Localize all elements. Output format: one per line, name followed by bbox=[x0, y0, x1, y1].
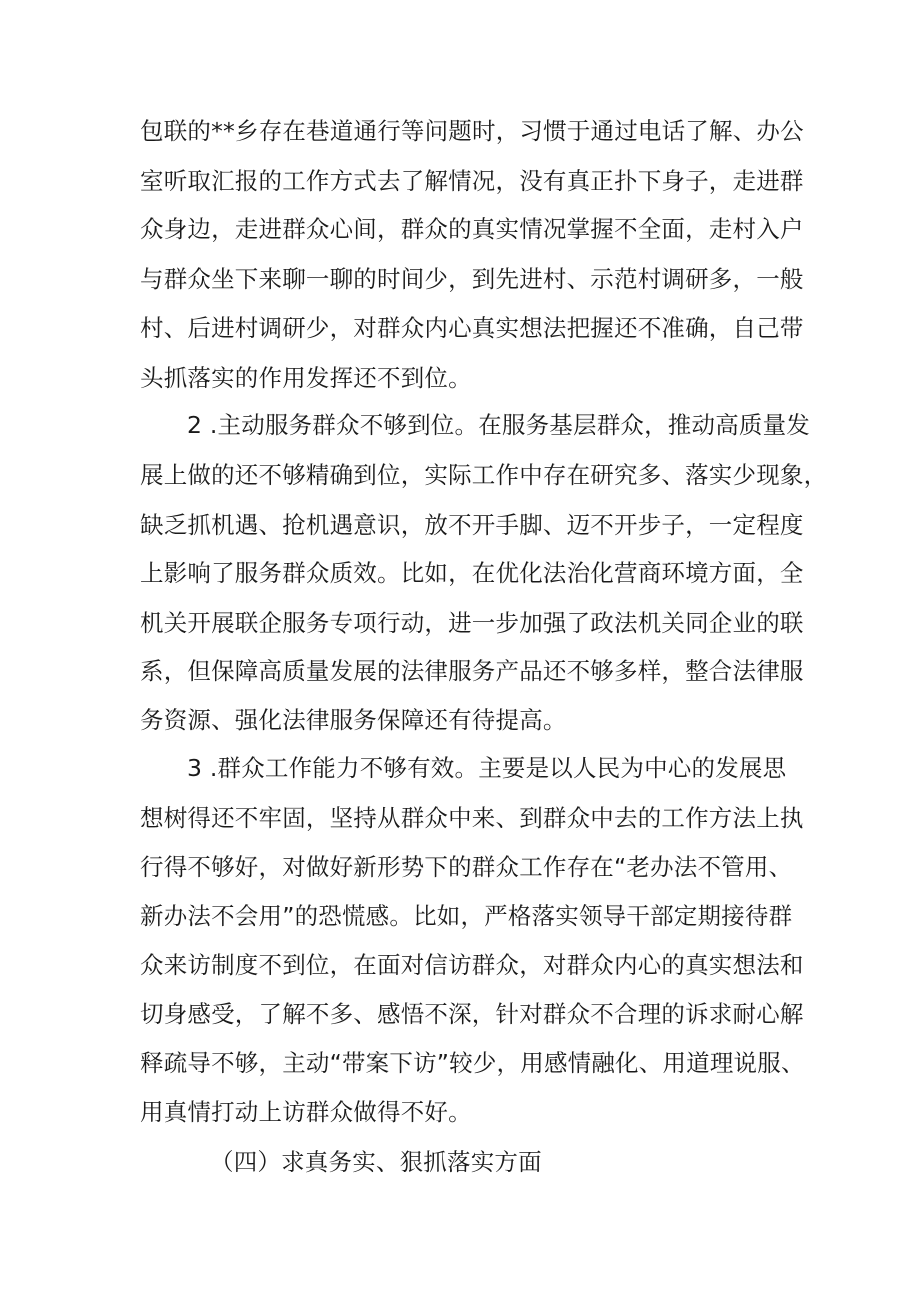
paragraph-1-line-6: 头抓落实的作用发挥还不到位。 bbox=[140, 364, 472, 392]
paragraph-2-line-2: 展上做的还不够精确到位，实际工作中存在研究多、落实少现象， bbox=[140, 461, 828, 489]
paragraph-2-line-3: 缺乏抓机遇、抢机遇意识，放不开手脚、迈不开步子，一定程度 bbox=[140, 511, 804, 539]
paragraph-2-line-6: 系，但保障高质量发展的法律服务产品还不够多样，整合法律服 bbox=[140, 657, 804, 685]
paragraph-3-line-5: 众来访制度不到位，在面对信访群众，对群众内心的真实想法和 bbox=[140, 951, 804, 979]
paragraph-2-line-7: 务资源、强化法律服务保障还有待提高。 bbox=[140, 706, 567, 734]
paragraph-3-line-1: 3 .群众工作能力不够有效。主要是以人民为中心的发展思 bbox=[187, 754, 787, 782]
paragraph-3-line-2: 想树得还不牢固，坚持从群众中来、到群众中去的工作方法上执 bbox=[140, 804, 804, 832]
paragraph-3-line-4: 新办法不会用”的恐慌感。比如，严格落实领导干部定期接待群 bbox=[140, 902, 793, 930]
paragraph-2-line-4: 上影响了服务群众质效。比如，在优化法治化营商环境方面，全 bbox=[140, 559, 804, 587]
paragraph-3-line-7: 释疏导不够，主动“带案下访”较少，用感情融化、用道理说服、 bbox=[140, 1049, 805, 1077]
paragraph-1-line-3: 众身边，走进群众心间，群众的真实情况掌握不全面，走村入户 bbox=[140, 215, 804, 243]
paragraph-3-line-3: 行得不够好，对做好新形势下的群众工作存在“老办法不管用、 bbox=[140, 853, 793, 881]
section-heading: （四）求真务实、狠抓落实方面 bbox=[210, 1148, 542, 1176]
paragraph-1-line-1: 包联的**乡存在巷道通行等问题时，习惯于通过电话了解、办公 bbox=[140, 117, 804, 145]
paragraph-2-line-1: 2 .主动服务群众不够到位。在服务基层群众，推动高质量发 bbox=[187, 411, 810, 439]
paragraph-3-line-8: 用真情打动上访群众做得不好。 bbox=[140, 1098, 472, 1126]
paragraph-2-line-5: 机关开展联企服务专项行动，进一步加强了政法机关同企业的联 bbox=[140, 609, 804, 637]
paragraph-1-line-5: 村、后进村调研少，对群众内心真实想法把握还不准确，自己带 bbox=[140, 314, 804, 342]
paragraph-3-line-6: 切身感受，了解不多、感悟不深，针对群众不合理的诉求耐心解 bbox=[140, 1000, 804, 1028]
paragraph-1-line-2: 室听取汇报的工作方式去了解情况，没有真正扑下身子，走进群 bbox=[140, 167, 804, 195]
paragraph-1-line-4: 与群众坐下来聊一聊的时间少，到先进村、示范村调研多，一般 bbox=[140, 265, 804, 293]
